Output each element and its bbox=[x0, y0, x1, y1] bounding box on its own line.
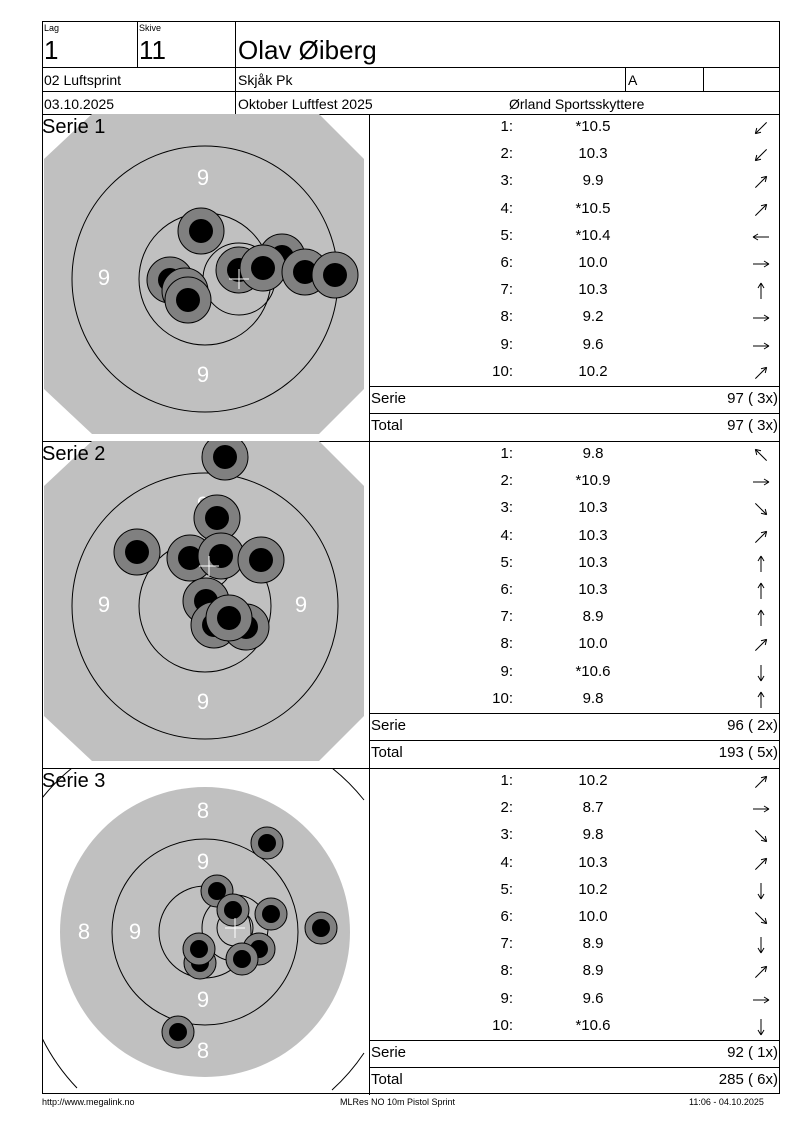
shot-number: 2: bbox=[500, 472, 513, 490]
header-divider-2 bbox=[42, 91, 780, 92]
shot-score: 9.2 bbox=[582, 308, 604, 326]
serie-title: Serie 3 bbox=[42, 770, 106, 792]
lag-label: Lag bbox=[44, 23, 60, 33]
shot-score: 9.6 bbox=[582, 335, 604, 353]
shot-table bbox=[369, 114, 780, 441]
sum-divider bbox=[369, 413, 780, 414]
shot-score: *10.4 bbox=[575, 226, 611, 244]
direction-arrow-icon bbox=[749, 361, 773, 385]
skive-label: Skive bbox=[139, 23, 162, 33]
direction-arrow-icon bbox=[749, 252, 773, 276]
shot-number: 3: bbox=[500, 499, 513, 517]
shot-row bbox=[369, 441, 780, 468]
direction-arrow-icon bbox=[749, 770, 773, 794]
shot-hole-center bbox=[262, 905, 280, 923]
shot-score: 8.9 bbox=[582, 962, 604, 980]
shot-number: 5: bbox=[500, 226, 513, 244]
shot-number: 7: bbox=[500, 935, 513, 953]
outer-ring-arc bbox=[332, 768, 364, 800]
shot-score: 10.3 bbox=[578, 526, 608, 544]
ring-label: 9 bbox=[294, 592, 308, 617]
class-name: 02 Luftsprint bbox=[44, 72, 122, 88]
shot-score: 10.2 bbox=[578, 880, 608, 898]
total-score: 193 ( 5x) bbox=[718, 744, 778, 761]
total-label: Total bbox=[371, 417, 403, 434]
shot-score: 10.3 bbox=[578, 581, 608, 598]
shot-score: 10.3 bbox=[578, 281, 608, 299]
shot-number: 4: bbox=[500, 853, 513, 871]
shot-number: 8: bbox=[500, 308, 513, 326]
shot-row bbox=[369, 1013, 780, 1040]
shot-hole-center bbox=[258, 834, 276, 852]
direction-arrow-icon bbox=[749, 116, 773, 140]
direction-arrow-icon bbox=[749, 661, 773, 685]
ring-label: 9 bbox=[196, 689, 210, 714]
shot-score: *10.5 bbox=[575, 199, 611, 217]
serie-label: Serie bbox=[371, 1044, 407, 1061]
shot-score: 8.9 bbox=[582, 608, 604, 626]
shot-number: 2: bbox=[500, 145, 513, 163]
shot-score: 9.6 bbox=[582, 989, 604, 1007]
ring-label: 9 bbox=[196, 987, 210, 1012]
shot-score: 10.2 bbox=[578, 362, 608, 380]
ring-label: 8 bbox=[77, 919, 91, 944]
shot-number: 7: bbox=[500, 608, 513, 626]
footer-program: MLRes NO 10m Pistol Sprint bbox=[340, 1097, 456, 1107]
shot-number: 10: bbox=[492, 1016, 513, 1034]
serie-label: Serie bbox=[371, 390, 407, 407]
shot-hole-center bbox=[189, 219, 213, 243]
shot-score: 8.9 bbox=[582, 935, 604, 953]
serie-label: Serie bbox=[371, 717, 407, 734]
sum-divider bbox=[369, 386, 780, 387]
direction-arrow-icon bbox=[749, 606, 773, 630]
shot-score: 10.3 bbox=[578, 499, 608, 517]
ring-label: 9 bbox=[196, 849, 210, 874]
shot-row bbox=[369, 495, 780, 522]
shot-row bbox=[369, 686, 780, 713]
direction-arrow-icon bbox=[749, 279, 773, 303]
shot-score: 9.8 bbox=[582, 689, 604, 707]
ring-label: 9 bbox=[97, 265, 111, 290]
shooter-name: Olav Øiberg bbox=[238, 35, 377, 65]
shot-row bbox=[369, 550, 780, 577]
shot-number: 6: bbox=[500, 581, 513, 598]
shot-hole-center bbox=[249, 548, 273, 572]
shot-score: 10.0 bbox=[578, 908, 608, 925]
header-vdiv-lag bbox=[137, 21, 138, 67]
shot-score: 9.8 bbox=[582, 445, 604, 462]
shot-hole-center bbox=[251, 256, 275, 280]
shot-row bbox=[369, 931, 780, 958]
shot-row bbox=[369, 958, 780, 985]
shot-number: 1: bbox=[500, 445, 513, 462]
shot-table bbox=[369, 768, 780, 1095]
direction-arrow-icon bbox=[749, 633, 773, 657]
shot-hole-center bbox=[224, 901, 242, 919]
shot-row bbox=[369, 659, 780, 686]
shot-row bbox=[369, 523, 780, 550]
organizer: Ørland Sportsskyttere bbox=[509, 96, 645, 112]
shot-number: 1: bbox=[500, 118, 513, 135]
ring-label: 9 bbox=[196, 362, 210, 387]
shot-number: 4: bbox=[500, 199, 513, 217]
frame-top bbox=[42, 21, 780, 22]
footer-timestamp: 11:06 - 04.10.2025 bbox=[689, 1097, 764, 1107]
target-plot bbox=[42, 114, 369, 441]
shot-number: 10: bbox=[492, 689, 513, 707]
shot-row bbox=[369, 904, 780, 931]
direction-arrow-icon bbox=[749, 688, 773, 712]
shot-score: 10.0 bbox=[578, 635, 608, 653]
shot-score: *10.9 bbox=[575, 472, 611, 490]
shot-row bbox=[369, 986, 780, 1013]
shot-number: 9: bbox=[500, 335, 513, 353]
serie-title: Serie 1 bbox=[42, 116, 106, 138]
ring-label: 9 bbox=[128, 919, 142, 944]
shot-number: 8: bbox=[500, 962, 513, 980]
serie-title: Serie 2 bbox=[42, 443, 106, 465]
total-label: Total bbox=[371, 1071, 403, 1088]
direction-arrow-icon bbox=[749, 797, 773, 821]
shot-row bbox=[369, 114, 780, 141]
shot-score: *10.6 bbox=[575, 1016, 611, 1034]
shot-hole-center bbox=[176, 288, 200, 312]
shot-hole-center bbox=[125, 540, 149, 564]
shot-number: 10: bbox=[492, 362, 513, 380]
shot-row bbox=[369, 631, 780, 658]
shot-row bbox=[369, 768, 780, 795]
direction-arrow-icon bbox=[749, 470, 773, 494]
shot-number: 6: bbox=[500, 254, 513, 271]
direction-arrow-icon bbox=[749, 497, 773, 521]
total-score: 97 ( 3x) bbox=[727, 417, 778, 434]
lag-value: 1 bbox=[44, 35, 59, 65]
shot-row bbox=[369, 196, 780, 223]
shot-row bbox=[369, 332, 780, 359]
total-label: Total bbox=[371, 744, 403, 761]
sum-divider bbox=[369, 1067, 780, 1068]
shot-row bbox=[369, 850, 780, 877]
direction-arrow-icon bbox=[749, 879, 773, 903]
shot-number: 7: bbox=[500, 281, 513, 299]
serie-score: 96 ( 2x) bbox=[727, 717, 778, 734]
shot-number: 9: bbox=[500, 989, 513, 1007]
shot-row bbox=[369, 359, 780, 386]
target-plot bbox=[42, 441, 369, 768]
outer-ring-arc bbox=[332, 1053, 364, 1090]
shot-score: *10.6 bbox=[575, 662, 611, 680]
event-name: Oktober Luftfest 2025 bbox=[238, 96, 373, 112]
shot-row bbox=[369, 822, 780, 849]
date: 03.10.2025 bbox=[44, 96, 115, 112]
direction-arrow-icon bbox=[749, 334, 773, 358]
shot-hole-center bbox=[169, 1023, 187, 1041]
skive-value: 11 bbox=[139, 35, 166, 65]
group-letter: A bbox=[628, 72, 638, 88]
shot-row bbox=[369, 168, 780, 195]
header-vdiv-skive bbox=[235, 21, 236, 114]
shot-score: 8.7 bbox=[582, 799, 604, 817]
shot-hole-center bbox=[233, 950, 251, 968]
direction-arrow-icon bbox=[749, 852, 773, 876]
shot-row bbox=[369, 877, 780, 904]
shot-number: 1: bbox=[500, 772, 513, 789]
shot-number: 2: bbox=[500, 799, 513, 817]
shot-score: 9.9 bbox=[582, 172, 604, 190]
header-vdiv-group-b bbox=[703, 67, 704, 91]
shot-number: 8: bbox=[500, 635, 513, 653]
shot-number: 5: bbox=[500, 880, 513, 898]
total-score: 285 ( 6x) bbox=[718, 1071, 778, 1088]
sum-divider bbox=[369, 1040, 780, 1041]
direction-arrow-icon bbox=[749, 225, 773, 249]
ring-label: 8 bbox=[196, 798, 210, 823]
header-vdiv-group-a bbox=[625, 67, 626, 91]
shot-row bbox=[369, 223, 780, 250]
direction-arrow-icon bbox=[749, 579, 773, 603]
shot-row bbox=[369, 795, 780, 822]
direction-arrow-icon bbox=[749, 143, 773, 167]
direction-arrow-icon bbox=[749, 960, 773, 984]
shot-score: *10.5 bbox=[575, 118, 611, 135]
shot-number: 9: bbox=[500, 662, 513, 680]
shot-score: 10.2 bbox=[578, 772, 608, 789]
target-plot bbox=[42, 768, 369, 1095]
shot-score: 10.3 bbox=[578, 145, 608, 163]
serie-score: 97 ( 3x) bbox=[727, 390, 778, 407]
shot-row bbox=[369, 604, 780, 631]
direction-arrow-icon bbox=[749, 824, 773, 848]
shot-number: 3: bbox=[500, 172, 513, 190]
shot-hole-center bbox=[217, 606, 241, 630]
ring-label: 8 bbox=[196, 1038, 210, 1063]
shot-row bbox=[369, 277, 780, 304]
shot-row bbox=[369, 468, 780, 495]
shot-row bbox=[369, 304, 780, 331]
direction-arrow-icon bbox=[749, 552, 773, 576]
shot-hole-center bbox=[312, 919, 330, 937]
ring-label: 9 bbox=[97, 592, 111, 617]
direction-arrow-icon bbox=[749, 443, 773, 467]
shot-number: 3: bbox=[500, 826, 513, 844]
sum-divider bbox=[369, 740, 780, 741]
header-divider-1 bbox=[42, 67, 780, 68]
direction-arrow-icon bbox=[749, 906, 773, 930]
serie-score: 92 ( 1x) bbox=[727, 1044, 778, 1061]
shot-hole-center bbox=[205, 506, 229, 530]
shot-score: 9.8 bbox=[582, 826, 604, 844]
shot-score: 10.3 bbox=[578, 853, 608, 871]
shot-number: 4: bbox=[500, 526, 513, 544]
shot-hole-center bbox=[213, 445, 237, 469]
shot-hole-center bbox=[209, 544, 233, 568]
shot-row bbox=[369, 577, 780, 604]
direction-arrow-icon bbox=[749, 988, 773, 1012]
direction-arrow-icon bbox=[749, 306, 773, 330]
shot-row bbox=[369, 141, 780, 168]
club-name: Skjåk Pk bbox=[238, 72, 293, 88]
direction-arrow-icon bbox=[749, 1015, 773, 1039]
sum-divider bbox=[369, 713, 780, 714]
shot-table bbox=[369, 441, 780, 768]
direction-arrow-icon bbox=[749, 198, 773, 222]
outer-ring-arc bbox=[42, 1038, 77, 1088]
shot-number: 5: bbox=[500, 553, 513, 571]
shot-hole-center bbox=[323, 263, 347, 287]
shot-score: 10.0 bbox=[578, 254, 608, 271]
shot-hole-center bbox=[190, 940, 208, 958]
direction-arrow-icon bbox=[749, 933, 773, 957]
direction-arrow-icon bbox=[749, 170, 773, 194]
shot-row bbox=[369, 250, 780, 277]
shot-score: 10.3 bbox=[578, 553, 608, 571]
ring-label: 9 bbox=[196, 165, 210, 190]
footer-url[interactable]: http://www.megalink.no bbox=[42, 1097, 135, 1107]
shot-number: 6: bbox=[500, 908, 513, 925]
direction-arrow-icon bbox=[749, 525, 773, 549]
